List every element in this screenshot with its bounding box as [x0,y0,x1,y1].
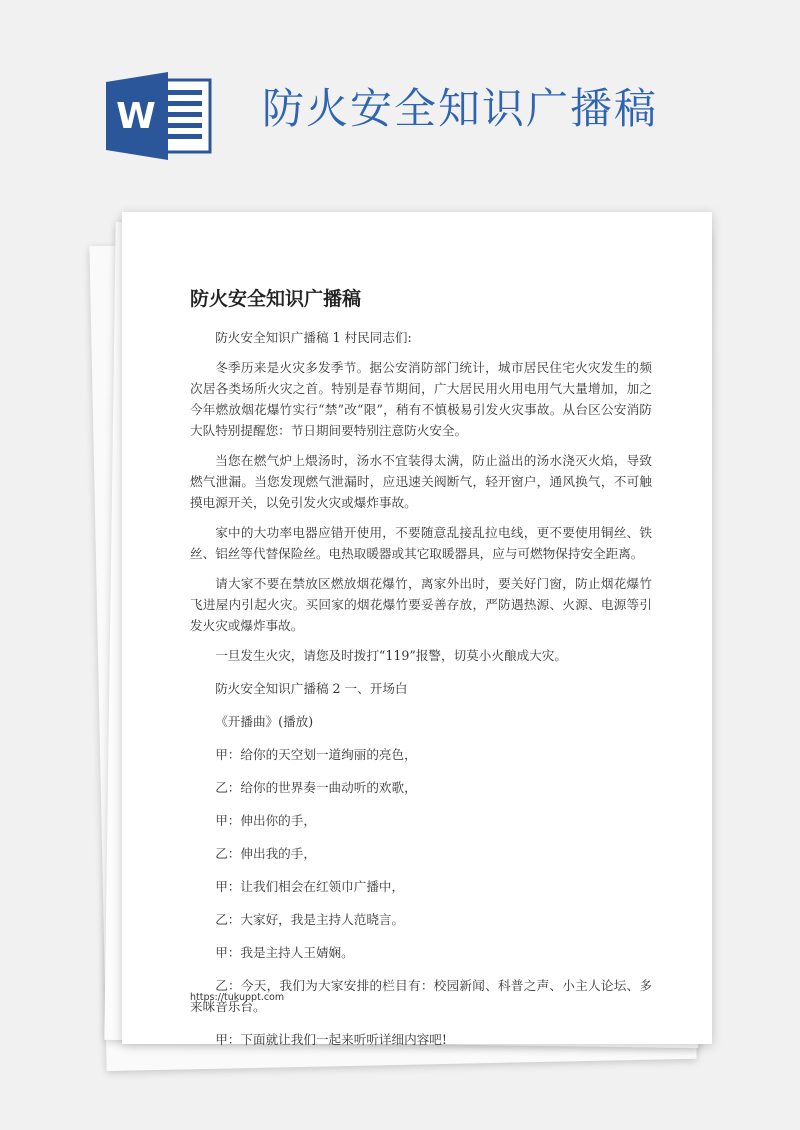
word-logo-icon [106,70,216,162]
banner-title: 防火安全知识广播稿 [262,84,659,133]
paragraph: 《开播曲》(播放) [215,714,314,729]
paragraph: 防火安全知识广播稿 2 一、开场白 [215,681,408,696]
paragraph: 防火安全知识广播稿 1 村民同志们: [215,330,412,345]
dialogue-line: 乙：今天，我们为大家安排的栏目有：校园新闻、科普之声、小主人论坛、多来咪音乐台。 [190,978,652,1014]
dialogue-line: 甲：伸出你的手， [215,813,316,828]
dialogue-line: 甲：我是主持人王婧娴。 [215,945,354,960]
dialogue-line: 乙：给你的世界奏一曲动听的欢歌， [215,780,417,795]
dialogue-line: 甲：让我们相会在红领巾广播中， [215,879,405,894]
dialogue-line: 甲：下面就让我们一起来听听详细内容吧! [215,1032,447,1047]
document-page [122,212,712,1047]
word-logo-letter: W [116,96,156,137]
document-title: 防火安全知识广播稿 [190,288,362,310]
document-body [190,327,652,1062]
dialogue-line: 乙：伸出我的手， [215,846,316,861]
dialogue-line: 甲：给你的天空划一道绚丽的亮色， [215,747,417,762]
paragraph: 请大家不要在禁放区燃放烟花爆竹，离家外出时，要关好门窗，防止烟花爆竹飞进屋内引起火灾。买回家的烟花爆竹要妥善存放，严防遇热源、火源、电源等引发火灾或爆炸事故。 [190,576,652,633]
paragraph: 家中的大功率电器应错开使用，不要随意乱接乱拉电线，更不要使用铜丝、铁丝、铝丝等代替保险丝。电热取暖器或其它取暖器具，应与可燃物保持安全距离。 [190,525,652,561]
paragraph: 一旦发生火灾，请您及时拨打“119”报警，切莫小火酿成大灾。 [215,648,567,663]
footer-url: https://tukuppt.com [190,992,285,1003]
dialogue-line: 乙：大家好，我是主持人范晓言。 [215,912,405,927]
paragraph: 当您在燃气炉上煨汤时，汤水不宜装得太满，防止溢出的汤水浇灭火焰，导致燃气泄漏。当您发现燃气泄漏时，应迅速关阀断气，轻开窗户，通风换气，不可触摸电源开关，以免引发火灾或爆炸事故。 [190,453,652,510]
paragraph: 冬季历来是火灾多发季节。据公安消防部门统计，城市居民住宅火灾发生的频次居各类场所火灾之首。特别是春节期间，广大居民用火用电用气大量增加，加之今年燃放烟花爆竹实行“禁”改“限”，稍有不慎极易引发火灾事故。从台区公安消防大队特别提醒您：节日期间要特别注意防火安全。 [190,360,652,438]
